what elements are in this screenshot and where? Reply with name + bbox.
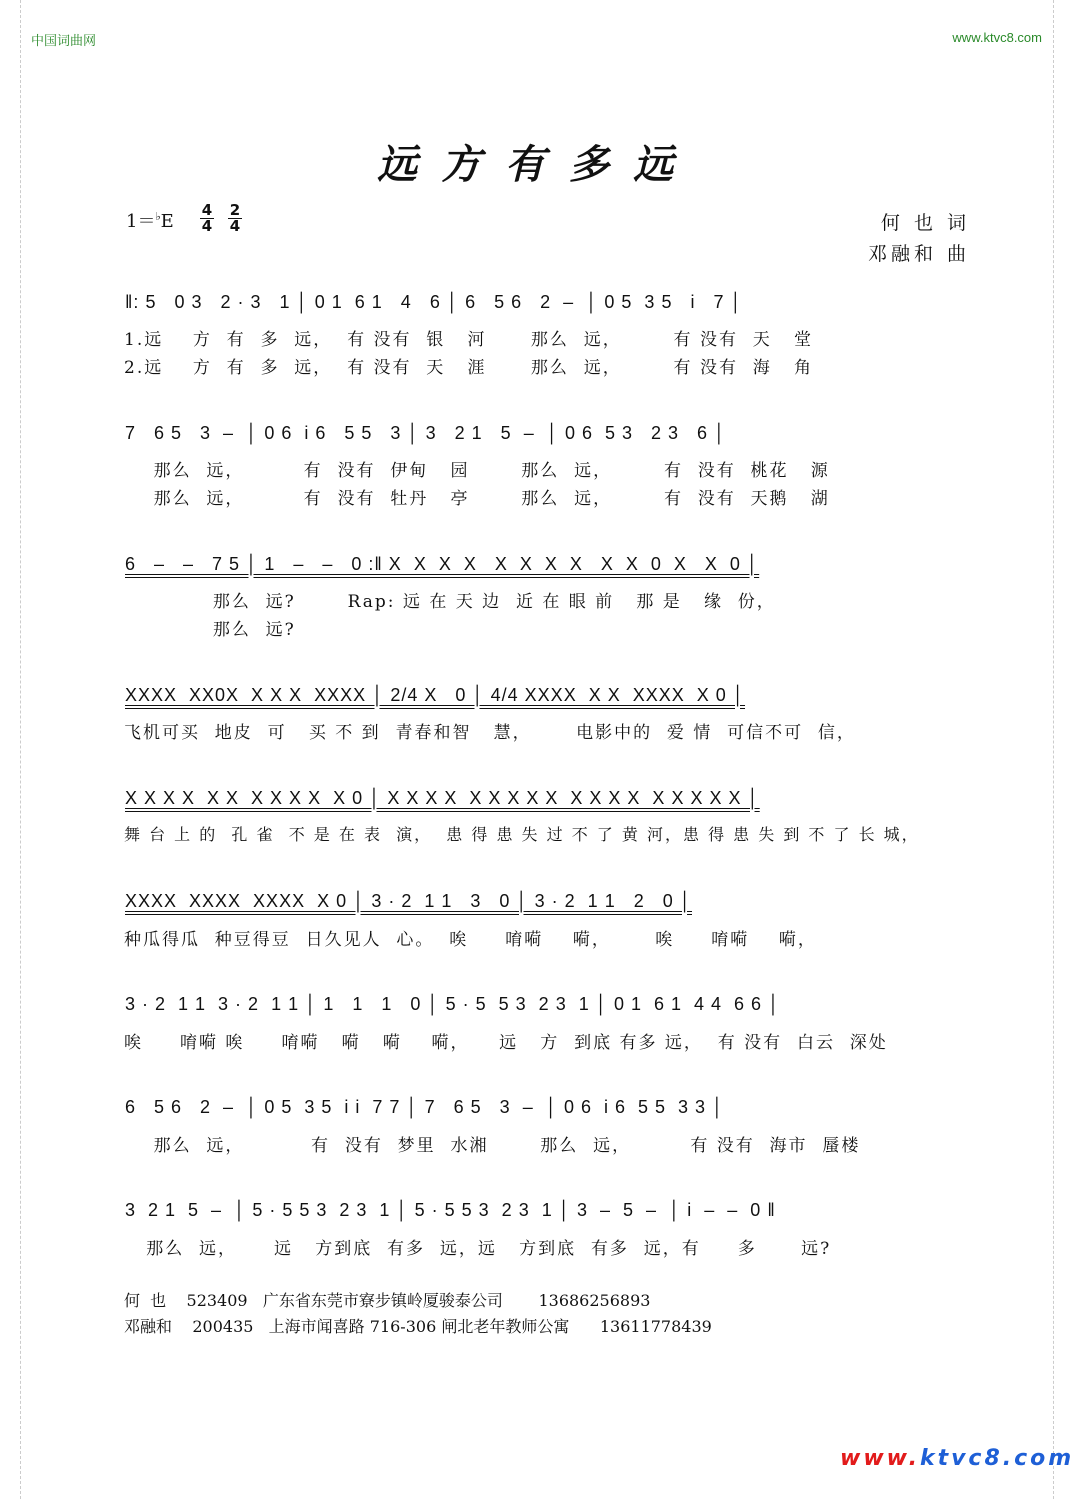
contact-lyricist: 何 也 523409 广东省东莞市寮步镇岭厦骏泰公司 13686256893	[124, 1291, 651, 1310]
right-margin-rule	[1053, 0, 1054, 1499]
score-notes: X X X X X X X X X X X 0 │ X X X X X X X X X X X X X X X X X X │	[125, 788, 760, 808]
footer-logo[interactable]	[840, 1446, 1074, 1471]
time-signature-2-4	[228, 203, 242, 234]
score-lyric: 那么 远?	[124, 620, 296, 640]
score-lyric: 那么 远? Rap: 远 在 天 边 近 在 眼 前 那 是 缘 份，	[124, 592, 776, 612]
score-lyric: 那么 远， 有 没有 牡丹 亭 那么 远， 有 没有 天鹅 湖	[124, 489, 830, 509]
lyricist-credit: 何 也 词	[880, 212, 970, 234]
key-note: E	[160, 211, 174, 232]
score-lyric: 唉 唷嗬 唉 唷嗬 嗬 嗬 嗬， 远 方 到底 有多 远， 有 没有 白云 深处	[124, 1033, 888, 1053]
score-lyric: 那么 远， 有 没有 梦里 水湘 那么 远， 有 没有 海市 蜃楼	[124, 1136, 861, 1156]
score-notes: 3 2 1 5 – │ 5 · 5 5 3 2 3 1 │ 5 · 5 5 3 2 3 1 │ 3 – 5 – │ i – – 0 ‖	[125, 1200, 776, 1220]
score-lyric: 种瓜得瓜 种豆得豆 日久见人 心。 唉 唷嗬 嗬， 唉 唷嗬 嗬，	[124, 930, 817, 950]
score-lyric: 那么 远， 远 方到底 有多 远，远 方到底 有多 远，有 多 远?	[124, 1239, 832, 1259]
composer-credit: 邓融和 曲	[867, 243, 970, 265]
score-notes: 6 – – 7 5 │ 1 – – 0 :‖ X X X X X X X X X X 0 X X 0 │	[125, 554, 760, 574]
score-notes: XXXX XXXX XXXX X 0 │ 3 · 2 1 1 3 0 │ 3 · 2 1 1 2 0 │	[125, 891, 692, 911]
time-signature-4-4	[200, 203, 214, 234]
score-notes: ‖: 5 0 3 2 · 3 1 │ 0 1 6 1 4 6 │ 6 5 6 2 – │ 0 5 3 5 i 7 │	[125, 292, 743, 312]
ts2-top: 2	[229, 201, 241, 219]
left-margin-rule	[20, 0, 21, 1499]
song-title: 远方有多远	[377, 141, 697, 188]
ts1-bottom: 4	[201, 217, 213, 235]
score-notes: 3 · 2 1 1 3 · 2 1 1 │ 1 1 1 0 │ 5 · 5 5 3 2 3 1 │ 0 1 6 1 4 4 6 6 │	[125, 994, 781, 1014]
score-lyric: 那么 远， 有 没有 伊甸 园 那么 远， 有 没有 桃花 源	[124, 461, 830, 481]
contact-composer: 邓融和 200435 上海市闻喜路 716-306 闸北老年教师公寓 13611778439	[124, 1317, 712, 1336]
flat-symbol: ♭	[155, 210, 161, 223]
key-signature	[126, 207, 174, 233]
score-notes: 7 6 5 3 – │ 0 6 i 6 5 5 3 │ 3 2 1 5 – │ 0 6 5 3 2 3 6 │	[125, 423, 727, 443]
score-lyric: 2.远 方 有 多 远， 有 没有 天 涯 那么 远， 有 没有 海 角	[124, 358, 813, 378]
score-lyric: 1.远 方 有 多 远， 有 没有 银 河 那么 远， 有 没有 天 堂	[124, 330, 813, 350]
ts2-bottom: 4	[229, 217, 241, 235]
key-prefix: 1＝	[126, 211, 156, 232]
footer-logo-part1: www.	[840, 1446, 920, 1471]
score-lyric: 舞 台 上 的 孔 雀 不 是 在 表 演， 患 得 患 失 过 不 了 黄 河，患 得 患 失 到 不 了 长 城，	[124, 825, 920, 844]
ts1-top: 4	[201, 201, 213, 219]
score-notes: XXXX XX0X X X X XXXX │ 2/4 X 0 │ 4/4 XXXX X X XXXX X 0 │	[125, 685, 746, 705]
site-name[interactable]: 中国词曲网	[31, 34, 97, 49]
site-url[interactable]: www.ktvc8.com	[952, 30, 1042, 45]
score-notes: 6 5 6 2 – │ 0 5 3 5 i i 7 7 │ 7 6 5 3 – │ 0 6 i 6 5 5 3 3 │	[125, 1097, 725, 1117]
score-lyric: 飞机可买 地皮 可 买 不 到 青春和智 慧， 电影中的 爱 情 可信不可 信，	[124, 723, 856, 743]
footer-logo-part2: ktvc8.com	[919, 1446, 1074, 1471]
